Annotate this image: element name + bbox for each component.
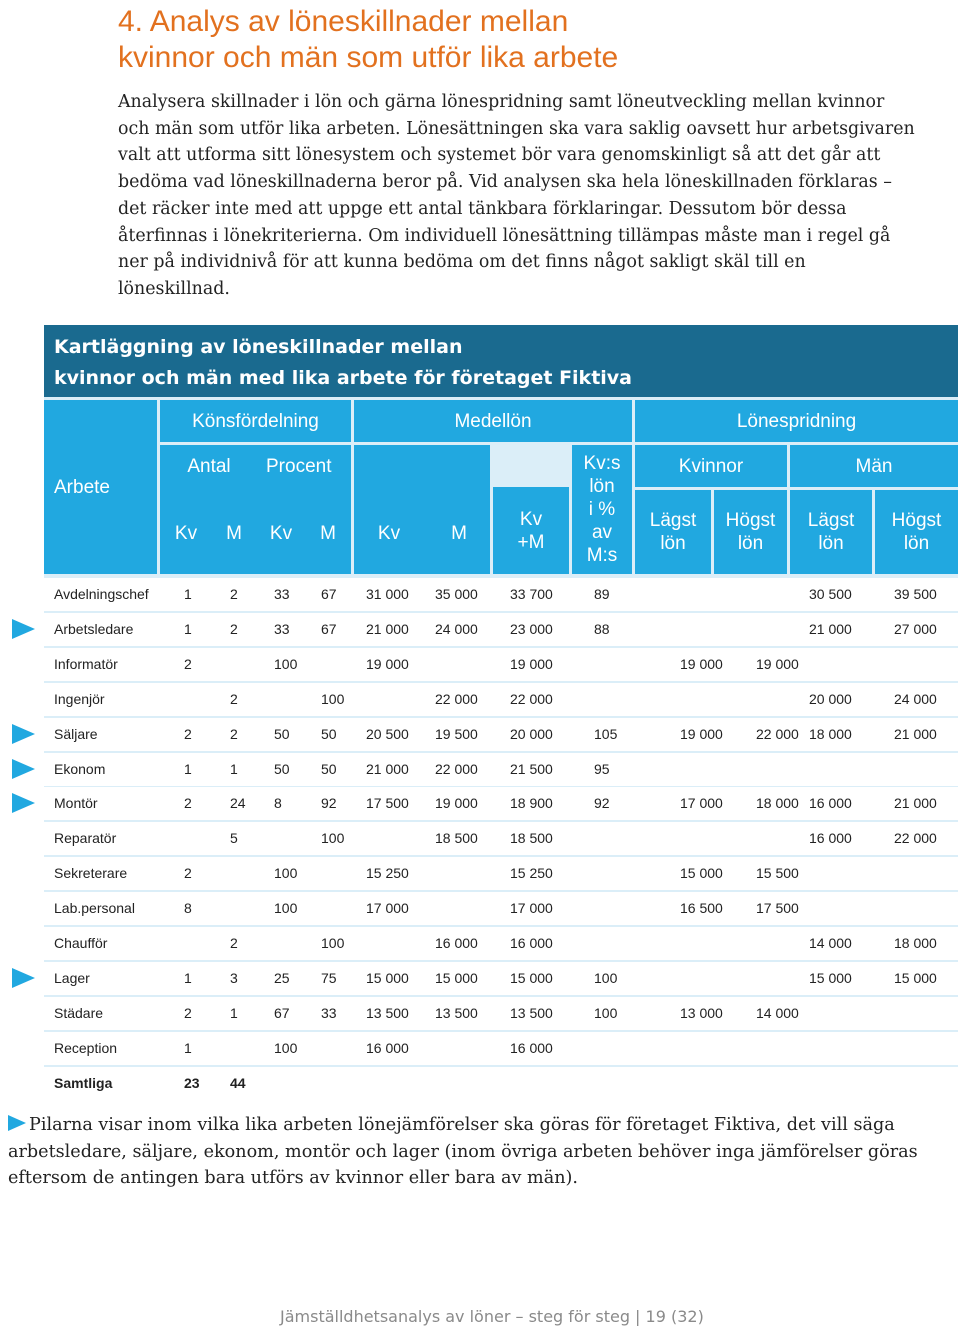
header-kvms-line-3: i % [588, 499, 616, 520]
table-cell: 67 [321, 620, 337, 637]
header-kvms-line-1: Kv:s [583, 453, 621, 474]
header-m-hogst-l2: lön [903, 533, 930, 554]
table-cell: 31 000 [366, 586, 409, 602]
table-cell: 13 500 [435, 1004, 478, 1021]
table-cell: 100 [274, 1039, 298, 1056]
table-row [44, 1067, 958, 1100]
header-m-lagst-l2: lön [818, 533, 844, 554]
table-row [44, 1032, 958, 1065]
header-kv-lagst-l1: Lägst [649, 510, 697, 531]
table-cell: 16 000 [809, 830, 852, 847]
table-cell: 30 500 [809, 586, 852, 602]
table-cell: 3 [230, 969, 238, 986]
table-cell: 14 000 [809, 935, 852, 951]
table-cell: 19 000 [680, 655, 723, 672]
table-cell: 100 [274, 865, 298, 882]
table-row [44, 753, 958, 786]
table-cell: 23 000 [510, 620, 553, 637]
row-label: Ekonom [54, 760, 106, 777]
header-kv-lagst [635, 490, 711, 574]
table-cell: 39 500 [894, 586, 937, 602]
table-cell: 100 [321, 690, 345, 707]
header-m-lagst-l1: Lägst [807, 510, 855, 531]
header-lonespridning: Lönespridning [635, 400, 958, 442]
header-kv-lagst-l2: lön [660, 533, 686, 554]
table-cell: 1 [184, 620, 192, 637]
header-m-hogst [875, 490, 958, 574]
table-cell: 23 [184, 1074, 200, 1091]
row-label: Lager [54, 969, 90, 986]
table-cell: 67 [274, 1004, 290, 1021]
table-cell: 50 [274, 725, 290, 742]
table-cell: 24 000 [435, 620, 478, 637]
header-ml-sub [354, 445, 490, 574]
header-kvinnor: Kvinnor [635, 445, 787, 487]
table-row [44, 683, 958, 716]
table-row [44, 648, 958, 681]
heading-line-2: kvinnor och män som utför lika arbete [118, 41, 619, 74]
table-cell: 2 [184, 1004, 192, 1021]
header-antal-m: M [226, 523, 242, 544]
arrow-icon [8, 1115, 26, 1131]
row-label: Chaufför [54, 935, 108, 951]
table-cell: 100 [594, 1004, 618, 1021]
table-cell: 18 000 [756, 795, 799, 812]
table-cell: 2 [184, 655, 192, 672]
table-cell: 8 [184, 900, 192, 917]
comparison-arrow-icon [12, 968, 35, 988]
table-cell: 19 000 [366, 655, 409, 672]
table-cell: 100 [321, 935, 345, 951]
table-cell: 1 [184, 969, 192, 986]
table-cell: 92 [321, 795, 337, 812]
table-cell: 13 000 [680, 1004, 723, 1021]
header-medellon: Medellön [354, 400, 632, 442]
table-cell: 50 [274, 760, 290, 777]
table-cell: 15 000 [809, 969, 852, 986]
header-procent-kv: Kv [269, 523, 293, 544]
header-kv-hogst [714, 490, 787, 574]
table-cell: 92 [594, 795, 610, 812]
table-cell: 16 000 [809, 795, 852, 812]
table-cell: 100 [594, 969, 618, 986]
table-cell: 24 [230, 795, 246, 812]
table-cell: 100 [321, 830, 345, 847]
table-cell: 100 [274, 900, 298, 917]
header-kvms-line-2: lön [589, 476, 615, 497]
heading-line-1: 4. Analys av löneskillnader mellan [118, 5, 569, 38]
salary-table [44, 325, 958, 1100]
row-label: Arbetsledare [54, 620, 134, 637]
table-cell: 19 000 [756, 655, 799, 672]
table-cell: 2 [230, 935, 238, 951]
table-cell: 21 000 [894, 795, 937, 812]
table-title-line-1: Kartläggning av löneskillnader mellan [54, 336, 463, 358]
table-cell: 33 700 [510, 586, 553, 602]
table-cell: 21 000 [894, 725, 937, 742]
table-cell: 18 000 [809, 725, 852, 742]
table-cell: 13 500 [510, 1004, 553, 1021]
header-m-lagst [790, 490, 872, 574]
header-medel-kv: Kv [377, 523, 401, 544]
table-cell: 21 000 [366, 760, 409, 777]
header-man: Män [790, 445, 958, 487]
table-row [44, 962, 958, 995]
table-cell: 1 [230, 760, 238, 777]
table-cell: 18 500 [435, 830, 478, 847]
table-cell: 2 [184, 795, 192, 812]
table-cell: 22 000 [756, 725, 799, 742]
header-kvms-line-4: av [591, 522, 613, 543]
table-cell: 105 [594, 725, 618, 742]
table-cell: 5 [230, 830, 238, 847]
header-kv-hogst-l1: Högst [725, 510, 776, 531]
table-cell: 20 000 [510, 725, 553, 742]
table-cell: 19 000 [680, 725, 723, 742]
header-kv-ms [572, 445, 632, 574]
table-cell: 44 [230, 1074, 246, 1091]
row-label: Informatör [54, 655, 118, 672]
note-text: Pilarna visar inom vilka lika arbeten lönejämförelser ska göras för företaget Fiktiva, det vill säga arbetsledare, säljare, ekonom, montör och lager (inom övriga arbeten behöver inga jämförelser göras eftersom de antingen bara utförs av kvinnor eller bara av män). [8, 1115, 918, 1188]
table-cell: 8 [274, 795, 282, 812]
row-label: Säljare [54, 725, 98, 742]
table-cell: 13 500 [366, 1004, 409, 1021]
comparison-arrow-icon [12, 793, 35, 813]
header-antal-kv: Kv [174, 523, 198, 544]
table-row [44, 787, 958, 820]
table-row [44, 857, 958, 890]
table-cell: 16 000 [510, 1039, 553, 1056]
row-label: Reparatör [54, 830, 117, 847]
table-cell: 95 [594, 760, 610, 777]
table-cell: 1 [184, 586, 192, 602]
table-cell: 25 [274, 969, 290, 986]
table-cell: 2 [230, 725, 238, 742]
table-cell: 15 500 [756, 865, 799, 882]
table-cell: 21 000 [809, 620, 852, 637]
table-cell: 14 000 [756, 1004, 799, 1021]
table-cell: 20 000 [809, 690, 852, 707]
page-heading [118, 4, 918, 76]
table-cell: 16 000 [510, 935, 553, 951]
table-cell: 35 000 [435, 586, 478, 602]
row-label: Montör [54, 795, 98, 812]
table-cell: 2 [230, 620, 238, 637]
table-row [44, 578, 958, 611]
header-arbete: Arbete [44, 400, 157, 574]
table-row [44, 613, 958, 646]
table-row [44, 997, 958, 1030]
table-cell: 16 000 [366, 1039, 409, 1056]
table-cell: 15 000 [510, 969, 553, 986]
header-kvm-line-2: +M [517, 531, 545, 553]
header-antal: Antal [187, 456, 231, 477]
table-cell: 18 900 [510, 795, 553, 812]
table-cell: 16 500 [680, 900, 723, 917]
table-cell: 17 000 [680, 795, 723, 812]
table-cell: 2 [184, 725, 192, 742]
table-cell: 15 000 [435, 969, 478, 986]
row-label: Städare [54, 1004, 104, 1021]
table-cell: 2 [230, 586, 238, 602]
table-cell: 21 500 [510, 760, 553, 777]
table-cell: 75 [321, 969, 337, 986]
comparison-arrow-icon [12, 724, 35, 744]
table-cell: 50 [321, 760, 337, 777]
table-row [44, 718, 958, 751]
page-footer: Jämställdhetsanalys av löner – steg för steg | 19 (32) [280, 1307, 704, 1326]
table-cell: 22 000 [894, 830, 937, 847]
table-cell: 19 000 [435, 795, 478, 812]
table-cell: 33 [274, 586, 290, 602]
table-title-line-2: kvinnor och män med lika arbete för företaget Fiktiva [54, 367, 632, 389]
row-label: Lab.personal [54, 900, 135, 917]
table-cell: 15 250 [366, 865, 409, 882]
table-row [44, 822, 958, 855]
header-m-hogst-l1: Högst [891, 510, 942, 531]
table-cell: 2 [230, 690, 238, 707]
table-cell: 17 500 [756, 900, 799, 917]
header-medel-m: M [451, 523, 467, 544]
table-title [44, 325, 958, 397]
header-procent-m: M [320, 523, 336, 544]
table-cell: 88 [594, 620, 610, 637]
table-cell: 18 500 [510, 830, 553, 847]
table-cell: 15 000 [894, 969, 937, 986]
table-cell: 15 250 [510, 865, 553, 882]
table-cell: 1 [230, 1004, 238, 1021]
intro-paragraph: Analysera skillnader i lön och gärna lönespridning samt löneutveckling mellan kvinnor och män som utför lika arbeten. Lönesättningen ska vara saklig oavsett hur arbetsgivaren valt att utforma sitt lönesystem och systemet bör vara genomskinligt så att det går att bedöma vad löneskillnaderna beror på. Vid analysen ska hela löneskillnaden förklaras – det räcker inte med att uppge ett antal tänkbara förklaringar. Dessutom bör dessa återfinnas i lönekriterierna. Om individuell lönesättning tillämpas måste man i regel gå ner på individnivå för att kunna bedöma om det finns något sakligt skäl till en löneskillnad. [118, 92, 915, 299]
table-cell: 19 500 [435, 725, 478, 742]
table-cell: 20 500 [366, 725, 409, 742]
table-cell: 15 000 [680, 865, 723, 882]
table-cell: 19 000 [510, 655, 553, 672]
comparison-arrow-icon [12, 759, 35, 779]
table-cell: 17 000 [510, 900, 553, 917]
header-kvms-line-5: M:s [586, 545, 618, 566]
row-label: Reception [54, 1039, 118, 1056]
table-cell: 16 000 [435, 935, 478, 951]
row-label: Sekreterare [54, 865, 128, 882]
table-cell: 18 000 [894, 935, 937, 951]
table-cell: 89 [594, 586, 610, 602]
header-procent: Procent [266, 456, 332, 477]
row-label: Samtliga [54, 1074, 113, 1091]
table-row [44, 892, 958, 925]
table-cell: 17 500 [366, 795, 409, 812]
table-cell: 17 000 [366, 900, 409, 917]
header-kv-hogst-l2: lön [737, 533, 764, 554]
table-cell: 1 [184, 760, 192, 777]
table-cell: 15 000 [366, 969, 409, 986]
header-kvm [493, 487, 569, 574]
row-label: Ingenjör [54, 690, 105, 707]
header-konsfordelning: Könsfördelning [160, 400, 351, 442]
arrow-note [8, 1112, 938, 1192]
row-label: Avdelningschef [54, 586, 149, 602]
table-cell: 21 000 [366, 620, 409, 637]
table-cell: 33 [274, 620, 290, 637]
comparison-arrow-icon [12, 619, 35, 639]
table-cell: 1 [184, 1039, 192, 1056]
table-cell: 100 [274, 655, 298, 672]
header-kvm-line-1: Kv [519, 508, 543, 530]
table-cell: 2 [184, 865, 192, 882]
table-cell: 27 000 [894, 620, 937, 637]
table-cell: 33 [321, 1004, 337, 1021]
table-cell: 67 [321, 586, 337, 602]
table-cell: 24 000 [894, 690, 937, 707]
table-cell: 22 000 [510, 690, 553, 707]
table-row [44, 927, 958, 960]
table-cell: 22 000 [435, 760, 478, 777]
table-cell: 22 000 [435, 690, 478, 707]
table-cell: 50 [321, 725, 337, 742]
